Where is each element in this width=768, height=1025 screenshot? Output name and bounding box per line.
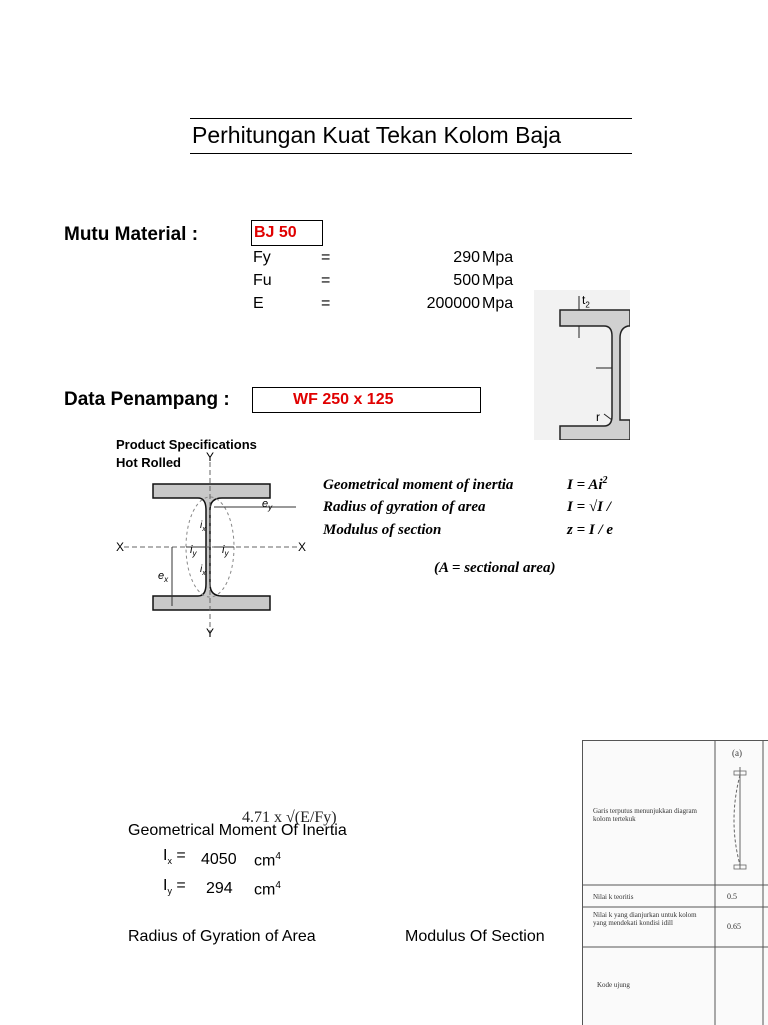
- material-grade-box: BJ 50: [251, 220, 323, 246]
- channel-section-diagram: [534, 290, 630, 440]
- ix-unit: $cm^4$: [254, 851, 281, 870]
- radius-heading: Radius of Gyration of Area: [128, 928, 316, 945]
- page-title: Perhitungan Kuat Tekan Kolom Baja: [190, 118, 632, 154]
- iy-value: 294: [206, 880, 233, 897]
- ix-row: $I_x$ =: [163, 847, 186, 867]
- prop-value: 200000: [426, 295, 480, 312]
- channel-t-label: $t_2$: [582, 293, 590, 310]
- prop-unit: Mpa: [482, 272, 514, 289]
- effective-length-table: [582, 740, 768, 1025]
- prop-name: Fy: [253, 249, 271, 266]
- table-row3-label: Nilai k yang dianjurkan untuk kolom yang mendekati kondisi idill: [593, 911, 697, 927]
- table-row2-label: Nilai k teoritis: [593, 893, 634, 901]
- overlay-formula: 4.71 x √(E/Fy): [242, 809, 337, 826]
- iy-unit: $cm^4$: [254, 880, 281, 899]
- section-heading: Data Penampang :: [64, 389, 230, 410]
- axis-x-right: X: [298, 540, 307, 554]
- formula-label: Modulus of section: [323, 522, 442, 538]
- formula-label: Radius of gyration of area: [323, 499, 486, 515]
- formula-expr: I = √I /: [567, 499, 611, 515]
- prop-eq: =: [321, 295, 331, 312]
- spec-line1: Product Specifications: [116, 437, 257, 452]
- table-row3-value: 0.65: [727, 922, 741, 931]
- prop-eq: =: [321, 249, 331, 266]
- formula-note: (A = sectional area): [434, 560, 556, 576]
- iy-right-label: $i_y$: [222, 544, 229, 559]
- prop-name: Fu: [253, 272, 272, 289]
- ix-bottom-label: $i_x$: [200, 564, 206, 577]
- prop-unit: Mpa: [482, 295, 514, 312]
- prop-name: E: [253, 295, 264, 312]
- ex-label: $e_x$: [158, 570, 169, 585]
- ix-value: 4050: [201, 851, 237, 868]
- material-heading: Mutu Material :: [64, 224, 199, 245]
- ix-top-label: $i_x$: [200, 520, 206, 533]
- formula-expr: z = I / e: [567, 522, 614, 538]
- iy-left-label: $i_y$: [190, 544, 197, 559]
- section-profile-box: WF 250 x 125: [252, 387, 481, 413]
- axis-x-left: X: [116, 540, 125, 554]
- prop-eq: =: [321, 272, 331, 289]
- axis-y-top: Y: [206, 450, 215, 464]
- table-row2-value: 0.5: [727, 892, 737, 901]
- prop-value: 500: [453, 272, 480, 289]
- table-row4-label: Kode ujung: [597, 981, 630, 989]
- inertia-heading: Geometrical Moment Of Inertia: [128, 822, 347, 839]
- table-col-label: (a): [732, 748, 742, 758]
- i-beam-diagram: [112, 450, 317, 642]
- iy-row: $I_y$ =: [163, 877, 186, 897]
- prop-unit: Mpa: [482, 249, 514, 266]
- modulus-heading: Modulus Of Section: [405, 928, 545, 945]
- channel-r-label: r: [596, 410, 600, 424]
- prop-value: 290: [453, 249, 480, 266]
- formula-label: Geometrical moment of inertia: [323, 477, 514, 493]
- spec-line2: Hot Rolled: [116, 455, 181, 470]
- table-row1: Garis terputus menunjukkan diagram kolom tertekuk: [593, 807, 698, 823]
- formula-expr: $I = Ai^2$: [567, 475, 608, 493]
- ey-label: $e_y$: [262, 498, 273, 513]
- axis-y-bottom: Y: [206, 626, 215, 640]
